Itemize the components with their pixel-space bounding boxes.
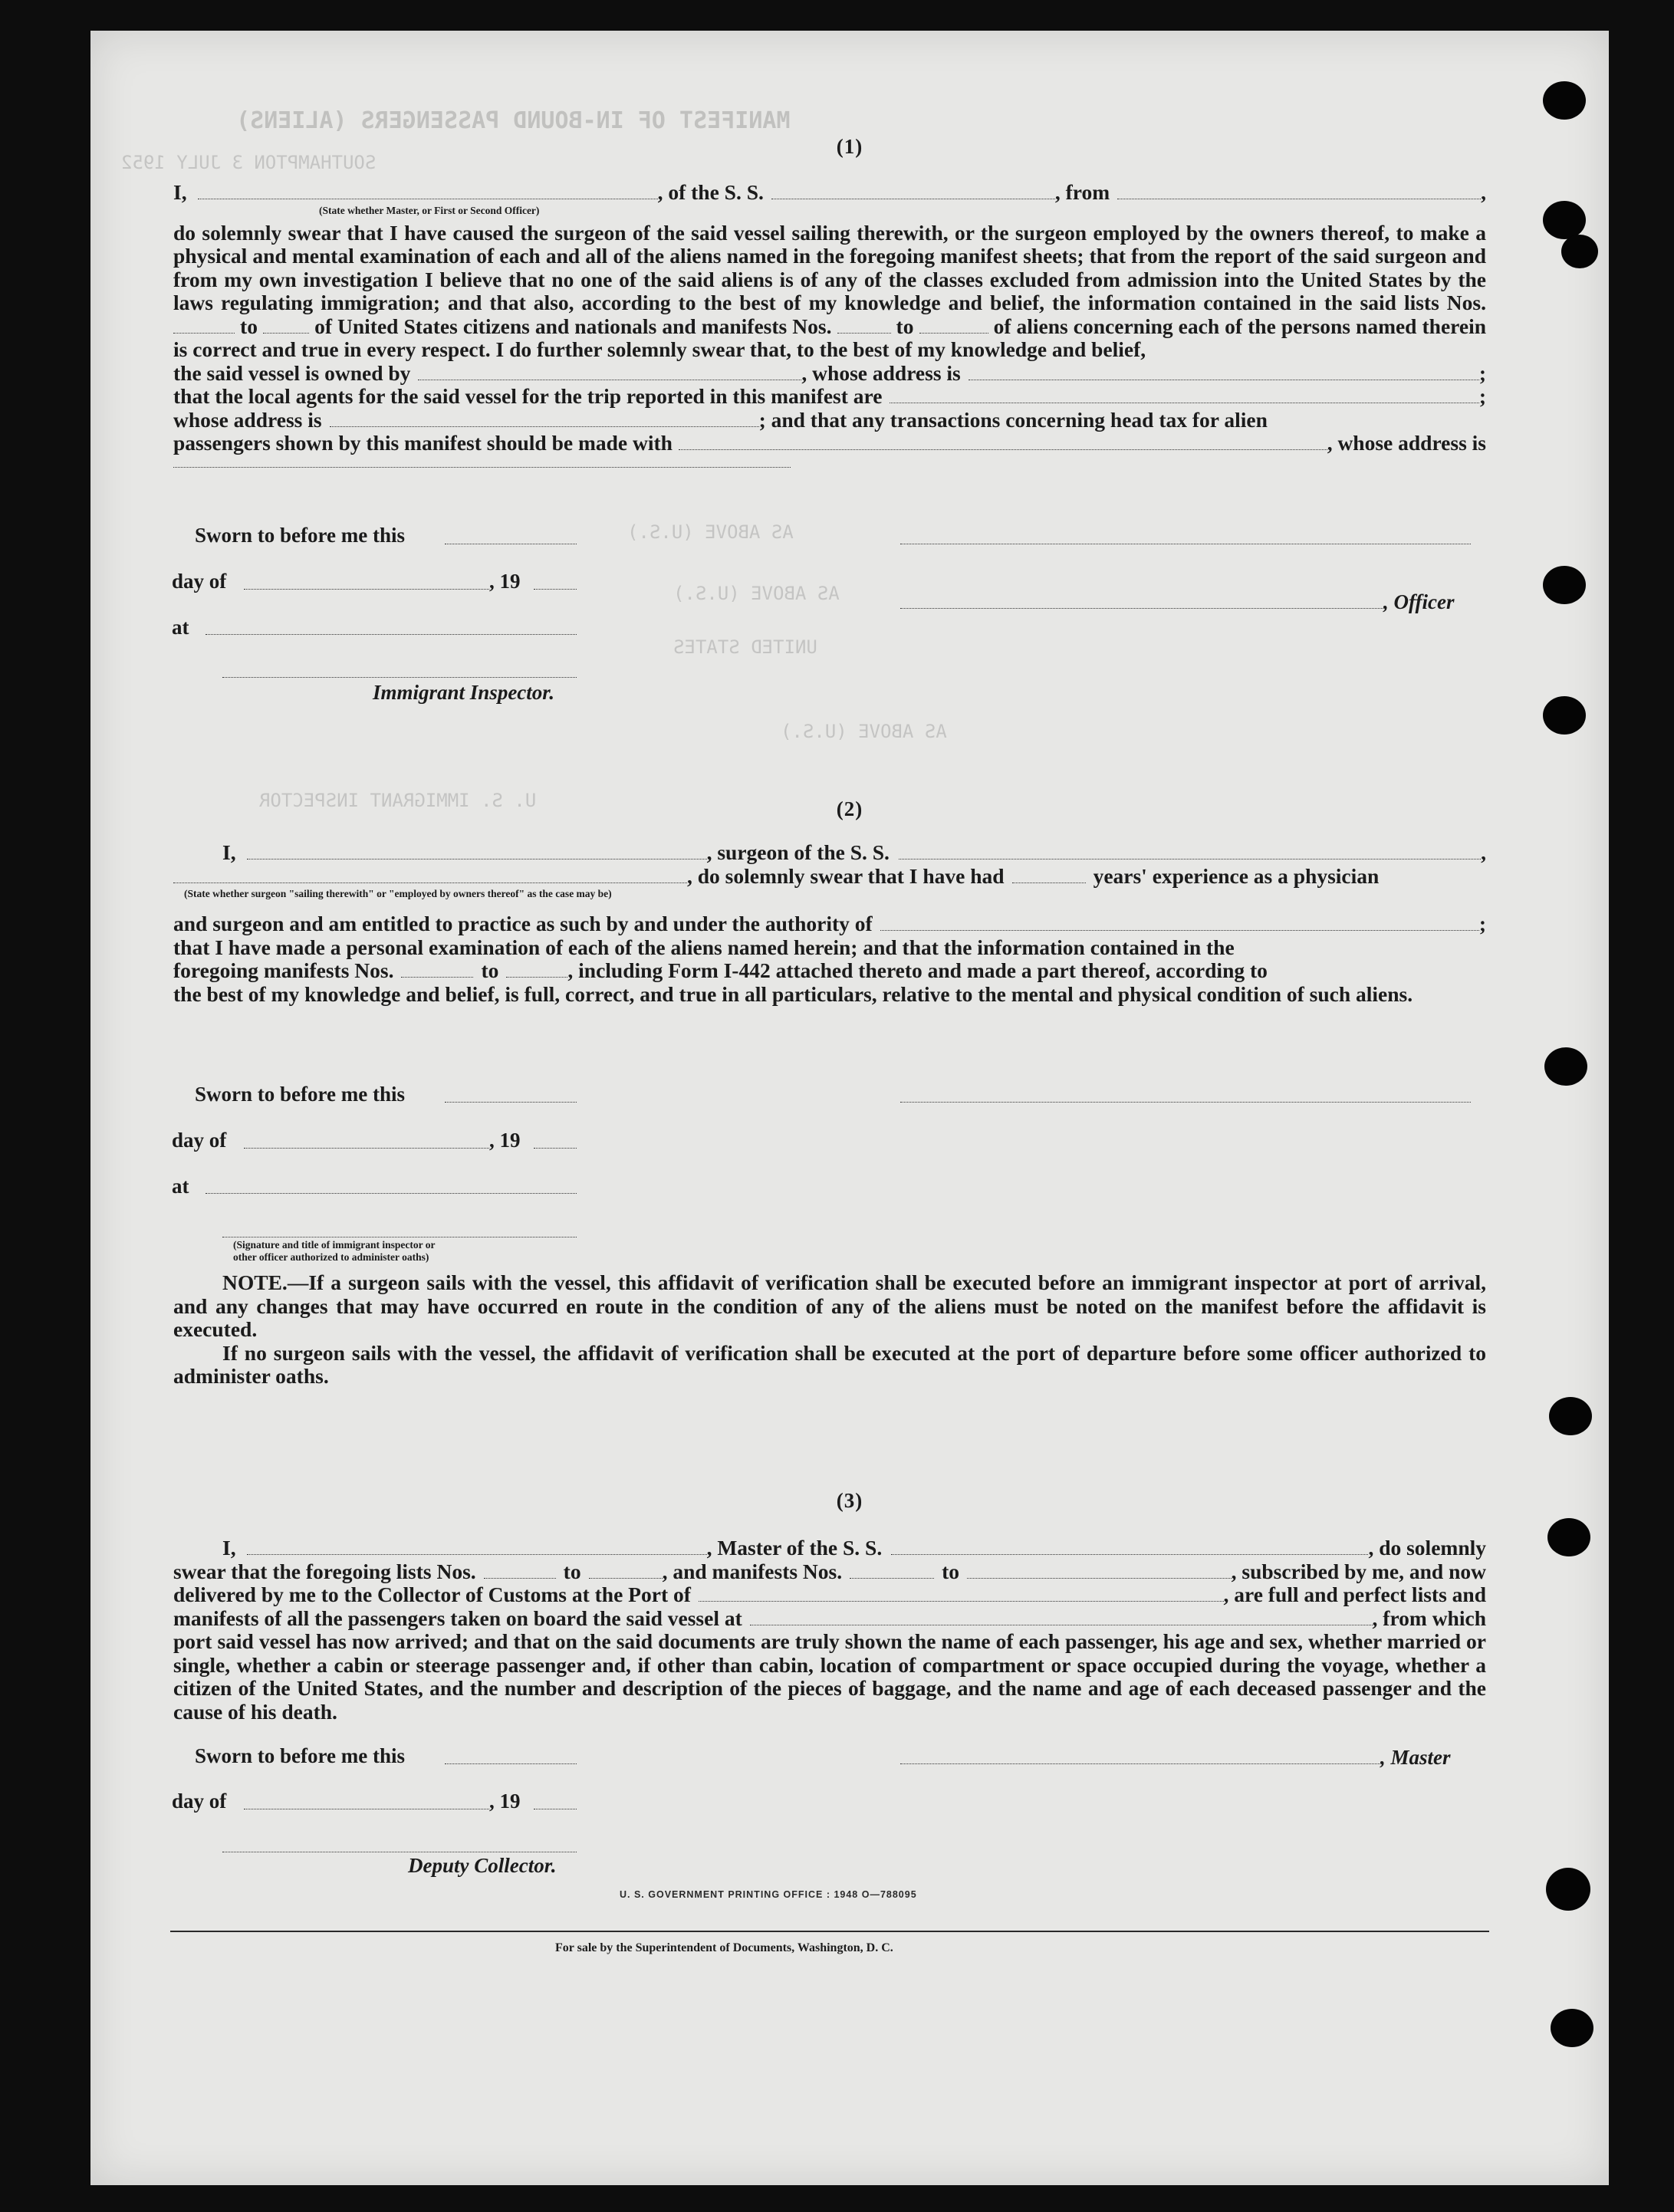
officer-signature-field[interactable] (900, 607, 1383, 609)
master-name-field[interactable] (198, 182, 658, 199)
surgeon-status-field[interactable] (173, 866, 687, 883)
deputy-signature-field[interactable] (222, 1851, 577, 1852)
label-of-ss: , of the S. S. (657, 180, 764, 204)
year-label-1: , 19 (489, 570, 521, 593)
bleed-through-line: SOUTHAMPTON 3 JULY 1952 (121, 152, 377, 173)
label-to: to (896, 314, 914, 338)
sworn-label-3: Sworn to before me this (195, 1744, 405, 1767)
from-port-field[interactable] (1117, 182, 1481, 199)
label-delivered: delivered by me to the Collector of Customs at the Port of (173, 1583, 691, 1606)
knowledge-text: the best of my knowledge and belief, is full, correct, and true in all particulars, relative to the mental and physical condition of such aliens. (173, 981, 1413, 1006)
master-caption: (State whether Master, or First or Second Officer) (319, 204, 540, 216)
label-years-experience: years' experience as a physician (1093, 863, 1380, 888)
label-i: I, (222, 840, 236, 864)
label-manifests-all: manifests of all the passengers taken on board the said vessel at (173, 1606, 742, 1630)
manifests-from-field[interactable] (837, 316, 891, 334)
inspector-signature-field-2[interactable] (222, 1236, 577, 1237)
section-1-body: I, , of the S. S. , from , (State whether Master, or First or Second Officer) do solemnly swear that I have caused the surgeon of the said vessel sailing therewith, or the surgeon employed by the owners thereof, to make a physical and mental examination of each and all of the aliens named in the foregoing manifest sheets; that from the report of the said surgeon and from my own investigation I believe that no one of the said aliens is of any of the classes excluded from admission into the United States by the laws regulating immigration; and that also, according to the best of my knowledge and belief, the information contained in the said lists Nos. to of United States citizens and nationals and manifests Nos. to of aliens concerning each of the persons named therein is correct and true in every respect. I do further solemnly swear that, to the best of my knowledge and belief, the said vessel is owned by , whose address is ; that the local agents for the said vessel for the trip reported in this manifest are ; whose address is ; and that any transactions concerning head tax for alien passengers shown by this manifest should be made with , whose address is (173, 181, 1486, 468)
sworn-day-field-2[interactable] (445, 1101, 577, 1103)
master-signature-field-3[interactable] (900, 1763, 1380, 1764)
ss-name-field[interactable] (771, 182, 1055, 199)
label-from-which: , from which (1372, 1606, 1486, 1630)
sworn-day-field-3[interactable] (445, 1763, 577, 1764)
month-field-1[interactable] (244, 588, 489, 590)
authority-field[interactable] (880, 913, 1479, 931)
lists-from-field-3[interactable] (484, 1561, 556, 1579)
bleed-through-stamp: UNITED STATES (673, 636, 817, 658)
label-owned-by: the said vessel is owned by (173, 360, 411, 385)
bleed-through-stamp: AS ABOVE (U.S.) (673, 583, 840, 604)
bleed-through-line: U. S. IMMIGRANT INSPECTOR (259, 790, 537, 811)
section-1-heading: (1) (836, 135, 863, 158)
boarding-port-field[interactable] (750, 1608, 1373, 1625)
year-field-3[interactable] (534, 1808, 577, 1809)
passengers-shown-text: passengers shown by this manifest should be made with (173, 431, 673, 455)
manifests-from-field-2[interactable] (401, 960, 473, 978)
master-signature-field[interactable] (900, 543, 1471, 544)
oath-text-c: of aliens concerning each of the persons named therein is correct and true in every respect. I do further solemnly swear that, to the best of my knowledge and belief, (173, 314, 1487, 361)
label-to: to (481, 958, 499, 982)
manifests-from-field-3[interactable] (850, 1561, 934, 1579)
year-field-2[interactable] (534, 1147, 577, 1149)
head-tax-address-field[interactable] (173, 466, 791, 468)
label-entitled: and surgeon and am entitled to practice as such by and under the authority of (173, 912, 873, 935)
label-to: to (563, 1559, 581, 1583)
document-page (90, 31, 1609, 2185)
punch-hole (1547, 1518, 1590, 1556)
lists-to-field-3[interactable] (589, 1561, 663, 1579)
sworn-day-field-1[interactable] (445, 543, 577, 544)
port-field[interactable] (699, 1584, 1224, 1602)
oath-text-b: of United States citizens and nationals and manifests Nos. (314, 314, 832, 338)
label-and-manifests: , and manifests Nos. (662, 1559, 843, 1583)
master-name-field-3[interactable] (247, 1537, 707, 1555)
local-agents-field[interactable] (890, 386, 1478, 403)
year-label-3: , 19 (489, 1790, 521, 1813)
years-field[interactable] (1012, 866, 1086, 883)
day-of-label-3: day of (172, 1790, 227, 1813)
punch-hole (1561, 235, 1598, 268)
label-local-agents: that the local agents for the said vessel for the trip reported in this manifest are (173, 384, 883, 408)
surgeon-caption: (State whether surgeon "sailing therewith" or "employed by owners thereof" as the case may be) (184, 888, 612, 899)
manifests-to-field-2[interactable] (506, 960, 567, 978)
master-ss-field-3[interactable] (891, 1537, 1368, 1555)
label-including: , including Form I-442 attached thereto and made a part thereof, according to (567, 958, 1268, 982)
section-3-heading: (3) (836, 1489, 863, 1512)
at-place-field-2[interactable] (206, 1192, 577, 1194)
surgeon-ss-field[interactable] (899, 842, 1481, 859)
bleed-through-stamp: AS ABOVE (U.S.) (781, 721, 947, 742)
bleed-through-stamp: AS ABOVE (U.S.) (627, 521, 794, 543)
agents-address-field[interactable] (330, 409, 759, 427)
label-i: I, (173, 180, 187, 204)
label-whose-address: , whose address is (1327, 431, 1486, 455)
lists-to-field[interactable] (263, 316, 309, 334)
label-i: I, (222, 1536, 236, 1560)
surgeon-name-field[interactable] (247, 842, 707, 859)
signature-caption-2: other officer authorized to administer oaths) (233, 1251, 429, 1263)
note-text: —If a surgeon sails with the vessel, this affidavit of verification shall be executed before an immigrant inspector at port of arrival, and any changes that may have occurred en route in the condition of any of the aliens must be noted on the manifest before the affidavit is executed. (173, 1270, 1486, 1341)
punch-hole (1543, 696, 1586, 735)
head-tax-contact-field[interactable] (679, 432, 1327, 450)
punch-hole (1549, 1397, 1592, 1435)
label-from: , from (1054, 180, 1110, 204)
label-subscribed: , subscribed by me, and now (1231, 1559, 1486, 1583)
label-foregoing: foregoing manifests Nos. (173, 958, 394, 982)
punch-hole (1543, 566, 1586, 604)
label-surgeon-of: , surgeon of the S. S. (706, 840, 890, 864)
bleed-through-heading: MANIFEST OF IN-BOUND PASSENGERS (ALIENS) (236, 107, 791, 134)
label-swear-lists: swear that the foregoing lists Nos. (173, 1559, 476, 1583)
note-text-2: If no surgeon sails with the vessel, the affidavit of verification shall be executed at the port of departure before some officer authorized to administer oaths. (173, 1340, 1486, 1388)
label-to: to (942, 1559, 960, 1583)
label-full-perfect: , are full and perfect lists and (1223, 1583, 1486, 1606)
day-of-label-2: day of (172, 1129, 227, 1152)
owner-address-field[interactable] (969, 363, 1479, 380)
label-do-solemnly: , do solemnly (1368, 1536, 1486, 1560)
label-solemnly-swear: , do solemnly swear that I have had (687, 863, 1005, 888)
at-label-2: at (172, 1175, 189, 1198)
sworn-label-1: Sworn to before me this (195, 524, 405, 547)
punch-hole (1543, 81, 1586, 120)
label-to: to (240, 314, 258, 338)
oath-text-a: do solemnly swear that I have caused the surgeon of the said vessel sailing therewith, or the surgeon employed by the owners thereof, to make a physical and mental examination of each and all of the aliens named in the foregoing manifest sheets; that from the report of the said surgeon and from my own investigation I believe that no one of the said aliens is of any of the classes excluded from admission into the United States by the laws regulating immigration; and that also, according to the best of my knowledge and belief, the information contained in the said lists Nos. (173, 220, 1486, 314)
section-2-body: I, , surgeon of the S. S. , , do solemnly swear that I have had years' experience as a physician (State whether surgeon "sailing therewith" or "employed by owners thereof" as the case may be) and surgeon and am entitled to practice as such by and under the authority of ; that I have made a personal examination of each of the aliens named herein; and that the information contained in the foregoing manifests Nos. to , including Form I-442 attached thereto and made a part thereof, according to the best of my knowledge and belief, is full, correct, and true in all particulars, relative to the mental and physical condition of such aliens. (173, 840, 1486, 1006)
note-block (173, 1271, 1486, 1389)
month-field-2[interactable] (244, 1147, 489, 1149)
documents-text: port said vessel has now arrived; and that on the said documents are truly shown the name of each passenger, his age and sex, whether married or single, whether a cabin or steerage passenger and, if other than cabin, location of compartment or space occupied during the voyage, whether a citizen of the United States, and the number and description of the pieces of baggage, and the name and age of each deceased passenger and the cause of his death. (173, 1629, 1486, 1724)
officer-label: , Officer (1383, 590, 1455, 613)
lists-from-field[interactable] (173, 316, 235, 334)
year-field-1[interactable] (534, 588, 577, 590)
manifests-to-field[interactable] (919, 316, 988, 334)
year-label-2: , 19 (489, 1129, 521, 1152)
sworn-label-2: Sworn to before me this (195, 1083, 405, 1106)
month-field-3[interactable] (244, 1808, 489, 1809)
deputy-collector-label: Deputy Collector. (408, 1854, 557, 1877)
punch-hole (1551, 2009, 1593, 2047)
examination-text: that I have made a personal examination of each of the aliens named herein; and that the information contained in the (173, 935, 1235, 959)
label-whose-address: , whose address is (801, 360, 961, 385)
at-label-1: at (172, 616, 189, 639)
day-of-label-1: day of (172, 570, 227, 593)
signature-caption-1: (Signature and title of immigrant inspector or (233, 1239, 436, 1251)
head-tax-text: ; and that any transactions concerning head tax for alien (758, 407, 1268, 432)
inspector-signature-field-1[interactable] (222, 676, 577, 678)
surgeon-signature-field[interactable] (900, 1101, 1471, 1103)
section-3-body (173, 1537, 1486, 1724)
punch-hole (1543, 201, 1586, 239)
section-2-heading: (2) (836, 797, 863, 820)
immigrant-inspector-label: Immigrant Inspector. (373, 681, 555, 704)
punch-hole (1546, 1868, 1590, 1911)
footer-divider (170, 1931, 1489, 1932)
master-label: , Master (1380, 1746, 1451, 1769)
at-place-field-1[interactable] (206, 633, 577, 635)
for-sale-line: For sale by the Superintendent of Documents, Washington, D. C. (555, 1941, 893, 1954)
punch-hole (1544, 1047, 1587, 1086)
label-master-of: , Master of the S. S. (706, 1536, 883, 1560)
gpo-imprint: U. S. GOVERNMENT PRINTING OFFICE : 1948 O—788095 (620, 1889, 917, 1900)
owner-field[interactable] (418, 363, 801, 380)
manifests-to-field-3[interactable] (967, 1561, 1232, 1579)
note-label: NOTE. (222, 1270, 288, 1294)
label-whose-address: whose address is (173, 407, 322, 432)
